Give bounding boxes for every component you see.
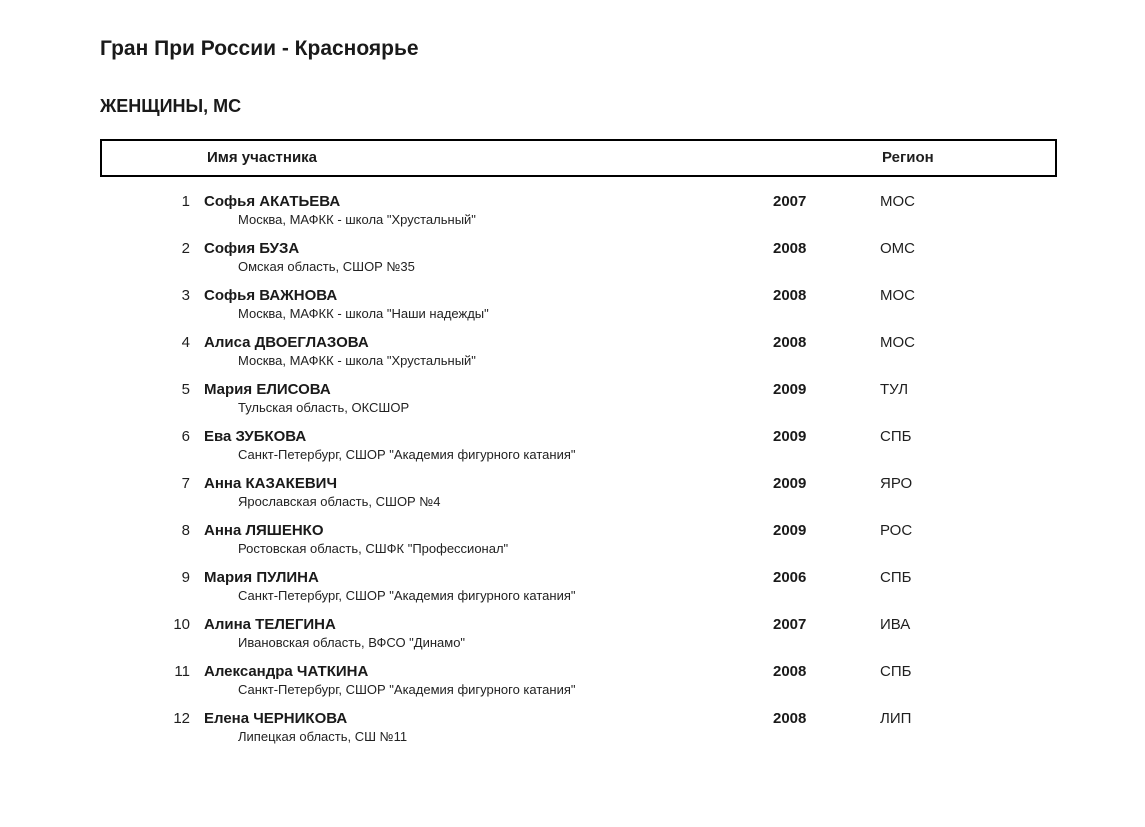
participant-cell: [190, 616, 773, 651]
region-code: ЛИП: [880, 710, 912, 727]
row-number: 4: [181, 334, 190, 351]
row-number: 3: [181, 287, 190, 304]
column-header-name: Имя участника: [207, 149, 318, 166]
row-number: 8: [181, 522, 190, 539]
row-number: 2: [181, 240, 190, 257]
row-number: 11: [174, 663, 190, 680]
region-code: СПБ: [880, 428, 912, 445]
birth-year: 2008: [773, 663, 807, 680]
table-row: [100, 663, 1057, 698]
region-code: МОС: [880, 334, 915, 351]
participant-club: Омская область, СШОР №35: [238, 259, 415, 274]
row-number: 10: [173, 616, 190, 633]
row-number: 9: [181, 569, 190, 586]
table-row: [100, 381, 1057, 416]
participant-club: Москва, МАФКК - школа "Наши надежды": [238, 306, 489, 321]
page-title: Гран При России - Красноярье: [100, 37, 419, 60]
region-code: МОС: [880, 287, 915, 304]
participant-name: София БУЗА: [204, 240, 300, 257]
participant-club: Санкт-Петербург, СШОР "Академия фигурного катания": [238, 682, 576, 697]
participant-name: Алиса ДВОЕГЛАЗОВА: [204, 334, 369, 351]
table-row: [100, 710, 1057, 745]
participant-name: Елена ЧЕРНИКОВА: [204, 710, 348, 727]
table-row: [100, 428, 1057, 463]
birth-year: 2008: [773, 710, 807, 727]
column-header-region: Регион: [882, 149, 934, 166]
participant-cell: [190, 287, 773, 322]
participant-name: Софья ВАЖНОВА: [204, 287, 338, 304]
row-number: 7: [181, 475, 190, 492]
participant-name: Ева ЗУБКОВА: [204, 428, 307, 445]
participant-club: Москва, МАФКК - школа "Хрустальный": [238, 353, 476, 368]
table-row: [100, 475, 1057, 510]
participant-club: Санкт-Петербург, СШОР "Академия фигурного катания": [238, 447, 576, 462]
participant-name: Александра ЧАТКИНА: [204, 663, 369, 680]
participant-club: Тульская область, ОКСШОР: [238, 400, 410, 415]
participant-club: Санкт-Петербург, СШОР "Академия фигурного катания": [238, 588, 576, 603]
birth-year: 2009: [773, 381, 807, 398]
participant-club: Ярославская область, СШОР №4: [238, 494, 441, 509]
table-row: [100, 522, 1057, 557]
participant-cell: [190, 475, 773, 510]
table-row: [100, 193, 1057, 228]
birth-year: 2009: [773, 475, 807, 492]
table-row: [100, 616, 1057, 651]
participant-cell: [190, 334, 773, 369]
participant-cell: [190, 522, 773, 557]
row-number: 12: [173, 710, 190, 727]
region-code: СПБ: [880, 569, 912, 586]
region-code: ЯРО: [880, 475, 913, 492]
birth-year: 2008: [773, 240, 807, 257]
table-row: [100, 240, 1057, 275]
participant-name: Алина ТЕЛЕГИНА: [204, 616, 336, 633]
birth-year: 2008: [773, 287, 807, 304]
row-number: 5: [181, 381, 190, 398]
participant-name: Мария ПУЛИНА: [204, 569, 319, 586]
birth-year: 2009: [773, 522, 807, 539]
participant-cell: [190, 428, 773, 463]
row-number: 6: [181, 428, 190, 445]
participant-cell: [190, 193, 773, 228]
participant-cell: [190, 240, 773, 275]
participant-cell: [190, 569, 773, 604]
participant-name: Анна КАЗАКЕВИЧ: [204, 475, 337, 492]
birth-year: 2009: [773, 428, 807, 445]
table-header: [100, 139, 1057, 177]
participants-list: [100, 193, 1057, 745]
region-code: ТУЛ: [880, 381, 909, 398]
birth-year: 2007: [773, 193, 807, 210]
participant-cell: [190, 710, 773, 745]
participant-club: Ивановская область, ВФСО "Динамо": [238, 635, 466, 650]
participant-club: Москва, МАФКК - школа "Хрустальный": [238, 212, 476, 227]
participant-club: Ростовская область, СШФК "Профессионал": [238, 541, 509, 556]
participant-name: Софья АКАТЬЕВА: [204, 193, 341, 210]
region-code: РОС: [880, 522, 913, 539]
row-number: 1: [181, 193, 190, 210]
table-row: [100, 287, 1057, 322]
participant-name: Анна ЛЯШЕНКО: [204, 522, 324, 539]
birth-year: 2007: [773, 616, 807, 633]
region-code: МОС: [880, 193, 915, 210]
birth-year: 2006: [773, 569, 807, 586]
participant-cell: [190, 381, 773, 416]
participant-name: Мария ЕЛИСОВА: [204, 381, 331, 398]
table-row: [100, 569, 1057, 604]
region-code: ОМС: [880, 240, 915, 257]
birth-year: 2008: [773, 334, 807, 351]
participant-club: Липецкая область, СШ №11: [238, 729, 408, 744]
region-code: СПБ: [880, 663, 912, 680]
table-row: [100, 334, 1057, 369]
participant-cell: [190, 663, 773, 698]
category-title: ЖЕНЩИНЫ, МС: [100, 96, 242, 116]
region-code: ИВА: [880, 616, 911, 633]
